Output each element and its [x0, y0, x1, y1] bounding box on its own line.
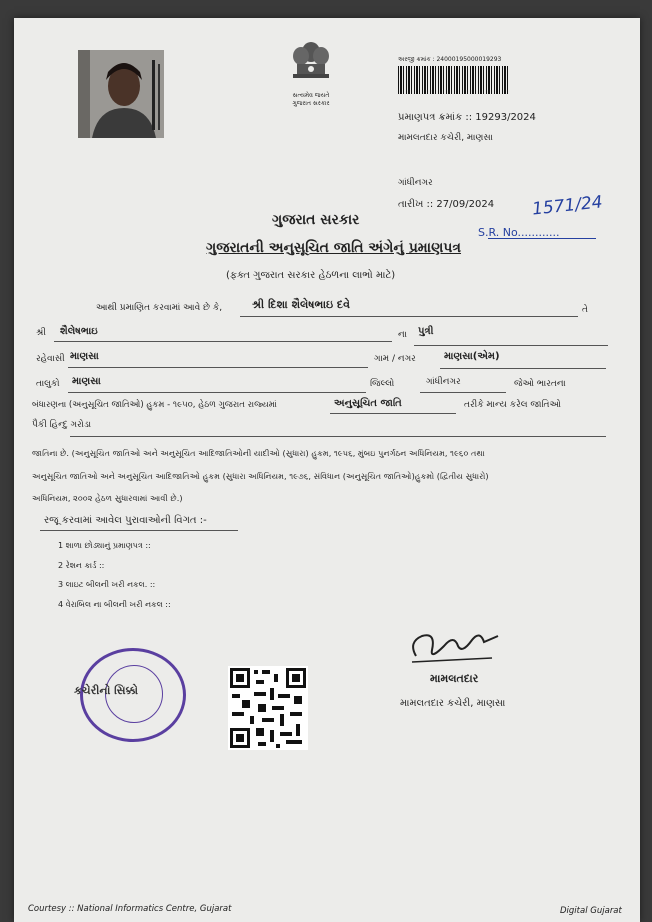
certificate-subtitle: (ફક્ત ગુજરાત સરકાર હેઠળના લાભો માટે): [226, 270, 396, 281]
certificate-number: પ્રમાણપત્ર ક્રમાંક :: 19293/2024: [398, 112, 536, 123]
handwritten-number: 1571/24: [531, 192, 604, 220]
na-label: ના: [398, 330, 407, 340]
footer-right: Digital Gujarat: [560, 906, 622, 916]
legal-para-1: જાતિના છે. (અનુસૂચિત જાતિઓ અને અનુસૂચિત આદિજાતિઓની યાદીઓ (સુધારા) હુકમ, ૧૯૫૬, મુંબઇ પુનર્ગઠન અધિનિયમ, ૧૯૬૦ તથા: [32, 448, 485, 458]
relation-line: [414, 345, 608, 346]
sr-number: S.R. No............: [478, 226, 560, 239]
signatory-office: મામલતદાર કચેરી, માણસા: [400, 698, 506, 709]
taluka-line: [68, 392, 366, 393]
heading: ગુજરાત સરકાર: [272, 212, 360, 228]
applicant-photo: [78, 50, 164, 138]
evidence-item-4: 4 વેરાબિલ ના બીલની ખરી નકલ ::: [58, 600, 171, 609]
taluka-label: તાલુકો: [36, 379, 60, 389]
shri-label: શ્રી: [36, 328, 46, 338]
district-label: જિલ્લો: [370, 379, 395, 389]
barcode: [398, 66, 510, 94]
district-line: [420, 392, 506, 393]
relation: પુત્રી: [418, 326, 434, 337]
place: ગાંધીનગર: [398, 178, 433, 188]
certificate-page: [14, 18, 640, 922]
resident-line: [68, 367, 368, 368]
evidence-item-2: 2 રેશન કાર્ડ ::: [58, 561, 105, 570]
order-text: બંધારણના (અનુસૂચિત જાતિઓ) હુકમ - ૧૯૫૦, હેઠળ ગુજરાત રાજ્યમાં: [32, 400, 277, 410]
barcode-label: અરજી ક્રમાંક : 24000195000019293: [398, 56, 502, 63]
resident-label: રહેવાસી: [36, 354, 65, 364]
emblem-icon: [283, 38, 339, 90]
caste-line: [330, 413, 456, 414]
issuing-office: મામલતદાર કચેરી, માણસા: [398, 133, 493, 143]
footer-left: Courtesy :: National Informatics Centre, Gujarat: [28, 904, 232, 914]
caste-category: અનુસૂચિત જાતિ: [334, 398, 402, 409]
name-line: [240, 316, 578, 317]
evidence-item-1: 1 શાળા છોડ્યાનું પ્રમાણપત્ર ::: [58, 541, 151, 550]
village-line: [440, 368, 606, 369]
issue-date: તારીખ :: 27/09/2024: [398, 199, 495, 210]
village: માણસા(એમ): [444, 351, 500, 362]
subcaste-line: [70, 436, 606, 437]
holder-name: શ્રી દિશા શૈલેષભાઇ દવે: [252, 298, 350, 311]
taluka: માણસા: [72, 376, 101, 387]
village-label: ગામ / નગર: [374, 354, 416, 364]
qr-code: [228, 666, 308, 750]
certificate-title: ગુજરાતની અનુસૂચિત જાતિ અંગેનું પ્રમાણપત્ર: [206, 240, 462, 256]
signature: [402, 620, 506, 670]
te-label: તે: [582, 305, 588, 315]
subcaste: પૈકી હિન્દુ ગરોડા: [32, 420, 92, 430]
intro-text: આથી પ્રમાણિત કરવામાં આવે છે કે,: [96, 303, 223, 313]
stamp-text: કચેરીનો સિક્કો: [74, 684, 139, 697]
evidence-heading: રજૂ કરવામાં આવેલ પુરાવાઓની વિગત :-: [44, 515, 207, 526]
resident: માણસા: [70, 351, 99, 362]
district: ગાંધીનગર: [426, 377, 461, 387]
signatory: મામલતદાર: [430, 672, 479, 685]
emblem-caption: સત્યમેવ જયતે ગુજરાત સરકાર: [292, 92, 330, 107]
je-label: જેઓ ભારતના: [514, 379, 566, 389]
legal-para-2: અનુસૂચિત જાતિઓ અને અનુસૂચિત આદિજાતિઓ હુકમ (સુધારા અધિનિયમ, ૧૯૭૬, સંવિધાન (અનુસૂચિત જાતિઓ)હુકમો (દ્વિતીય સુધારો): [32, 471, 489, 481]
sr-underline: [488, 238, 596, 239]
legal-para-3: અધિનિયમ, ૨૦૦૨ હેઠળ સુધારવામાં આવી છે.): [32, 493, 183, 503]
father-line: [54, 341, 392, 342]
evidence-underline: [40, 530, 238, 531]
father-name: શૈલેષભાઇ: [60, 326, 98, 337]
evidence-item-3: 3 લાઇટ બીલની ખરી નકલ. ::: [58, 580, 156, 589]
recognized-text: તરીકે માન્ય કરેલ જાતિઓ: [464, 400, 561, 410]
